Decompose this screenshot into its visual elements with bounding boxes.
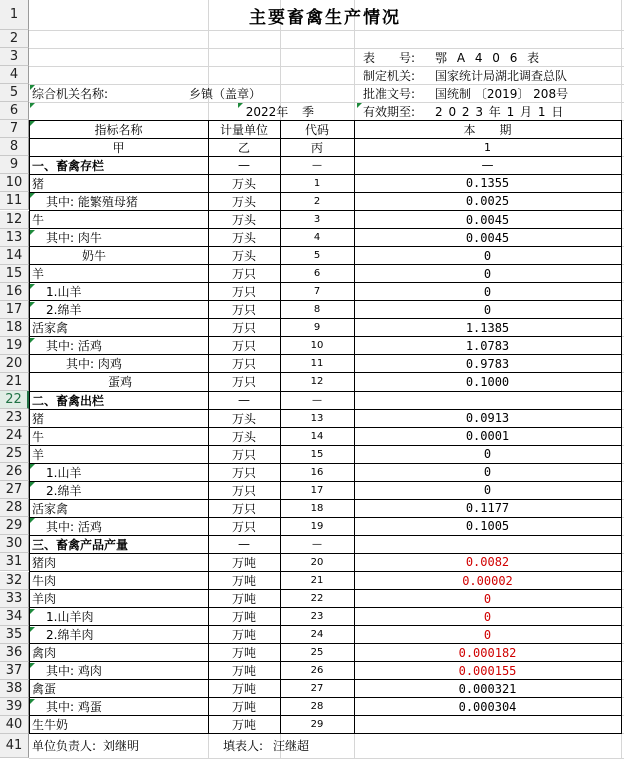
column-sub-code[interactable]: 丙 <box>310 140 323 155</box>
current-value-cell[interactable]: 1.1385 <box>465 320 510 335</box>
row-header-39[interactable]: 39 <box>0 698 29 716</box>
row-header-38[interactable]: 38 <box>0 680 29 698</box>
unit-cell[interactable]: 万吨 <box>231 592 256 607</box>
table-border-horizontal <box>29 264 621 265</box>
code-cell[interactable]: 29 <box>310 719 324 731</box>
current-value-cell[interactable]: 0.0045 <box>465 212 510 227</box>
table-border-horizontal <box>29 228 621 229</box>
current-value-cell[interactable]: 0.1005 <box>465 519 510 534</box>
row-header-5[interactable]: 5 <box>0 84 29 102</box>
code-cell[interactable]: 22 <box>310 593 324 605</box>
error-indicator-icon <box>30 482 35 487</box>
table-border-horizontal <box>29 733 621 734</box>
filler-value[interactable]: 汪继超 <box>273 739 310 754</box>
code-cell[interactable]: — <box>312 538 322 550</box>
indicator-name[interactable]: 1.山羊肉 <box>46 610 94 625</box>
unit-cell[interactable]: 万只 <box>231 321 256 336</box>
period-year[interactable]: 2022年 <box>245 104 289 119</box>
code-cell[interactable]: 15 <box>310 448 324 460</box>
current-value-cell[interactable]: 0.0001 <box>465 429 510 444</box>
current-value-cell[interactable]: 0 <box>483 627 492 642</box>
row-header-27[interactable]: 27 <box>0 481 29 499</box>
current-value-cell[interactable]: 0 <box>483 465 492 480</box>
error-indicator-icon <box>30 193 35 198</box>
indicator-name[interactable]: 其中: 能繁殖母猪 <box>46 194 138 209</box>
code-cell[interactable]: 8 <box>313 304 321 316</box>
unit-cell[interactable]: 万头 <box>231 213 256 228</box>
error-indicator-icon <box>30 464 35 469</box>
code-cell[interactable]: 12 <box>310 376 324 388</box>
indicator-name[interactable]: 活家禽 <box>32 501 69 516</box>
indicator-name[interactable]: 一、畜禽存栏 <box>32 158 105 173</box>
indicator-name[interactable]: 禽肉 <box>32 646 57 661</box>
table-border-horizontal <box>29 318 621 319</box>
code-cell[interactable]: 3 <box>313 214 321 226</box>
table-border-horizontal <box>29 481 621 482</box>
unit-cell[interactable]: 万只 <box>231 285 256 300</box>
column-header-unit[interactable]: 计量单位 <box>219 122 268 137</box>
table-border-horizontal <box>29 246 621 247</box>
row-header-31[interactable]: 31 <box>0 553 29 571</box>
table-border-horizontal <box>29 192 621 193</box>
unit-name-label[interactable]: 综合机关名称: <box>32 86 109 101</box>
row-header-21[interactable]: 21 <box>0 373 29 391</box>
current-value-cell[interactable]: 0.00002 <box>462 573 513 588</box>
table-border-horizontal <box>29 607 621 608</box>
indicator-name[interactable]: 其中: 肉牛 <box>46 231 102 246</box>
indicator-name[interactable]: 蛋鸡 <box>108 375 133 390</box>
row-header-6[interactable]: 6 <box>0 102 29 120</box>
table-border-horizontal <box>29 697 621 698</box>
error-indicator-icon <box>30 121 35 126</box>
row-header-3[interactable]: 3 <box>0 48 29 66</box>
table-border-horizontal <box>29 679 621 680</box>
unit-cell[interactable]: 万吨 <box>231 646 256 661</box>
current-value-cell[interactable] <box>354 716 621 734</box>
indicator-name[interactable]: 奶牛 <box>82 249 107 264</box>
approval-label[interactable]: 批准文号: <box>363 86 416 101</box>
column-sub-unit[interactable]: 乙 <box>237 140 250 155</box>
row-header-18[interactable]: 18 <box>0 319 29 337</box>
table-border-horizontal <box>29 409 621 410</box>
row-header-17[interactable]: 17 <box>0 301 29 319</box>
unit-cell[interactable]: 万头 <box>231 194 256 209</box>
indicator-name[interactable]: 2.绵羊 <box>46 483 82 498</box>
code-cell[interactable]: 20 <box>310 556 324 568</box>
row-header-29[interactable]: 29 <box>0 517 29 535</box>
filler-label[interactable]: 填表人: <box>223 739 264 754</box>
code-cell[interactable]: 27 <box>310 683 324 695</box>
table-border-horizontal <box>29 391 621 392</box>
table-border-horizontal <box>29 499 621 500</box>
code-cell[interactable]: 6 <box>313 268 321 280</box>
current-value-cell[interactable]: 0 <box>483 248 492 263</box>
error-indicator-icon <box>30 230 35 235</box>
indicator-name[interactable]: 其中: 鸡肉 <box>46 664 102 679</box>
unit-cell[interactable]: 万只 <box>231 483 256 498</box>
row-header-36[interactable]: 36 <box>0 644 29 662</box>
current-value-cell[interactable] <box>354 391 621 409</box>
error-indicator-icon <box>30 338 35 343</box>
unit-cell[interactable]: 万头 <box>231 429 256 444</box>
row-header-33[interactable]: 33 <box>0 590 29 608</box>
table-border-horizontal <box>29 427 621 428</box>
column-sub-current[interactable]: 1 <box>484 140 491 154</box>
row-header-9[interactable]: 9 <box>0 156 29 174</box>
code-cell[interactable]: 10 <box>310 340 324 352</box>
column-header-indicator[interactable]: 指标名称 <box>94 122 143 137</box>
unit-cell[interactable]: 万吨 <box>231 628 256 643</box>
sheet-title[interactable]: 主要畜禽生产情况 <box>249 7 401 28</box>
current-value-cell[interactable]: 1.0783 <box>465 338 510 353</box>
current-value-cell[interactable]: 0.0082 <box>465 555 510 570</box>
error-indicator-icon <box>30 284 35 289</box>
indicator-name[interactable]: 活家禽 <box>32 321 69 336</box>
indicator-name[interactable]: 猪 <box>32 411 45 426</box>
error-indicator-icon <box>30 518 35 523</box>
table-border-horizontal <box>29 463 621 464</box>
table-border-horizontal <box>29 174 621 175</box>
row-header-24[interactable]: 24 <box>0 427 29 445</box>
code-cell[interactable]: 25 <box>310 647 324 659</box>
error-indicator-icon <box>30 103 35 108</box>
code-cell[interactable]: 17 <box>310 484 324 496</box>
unit-cell[interactable]: 万只 <box>231 501 256 516</box>
code-cell[interactable]: 9 <box>313 322 321 334</box>
code-cell[interactable]: 18 <box>310 502 324 514</box>
code-cell[interactable]: 19 <box>310 520 324 532</box>
row-header-37[interactable]: 37 <box>0 662 29 680</box>
row-header-25[interactable]: 25 <box>0 445 29 463</box>
valid-label[interactable]: 有效期至: <box>363 104 416 119</box>
unit-cell[interactable]: — <box>238 393 250 408</box>
current-value-cell[interactable]: 0 <box>483 266 492 281</box>
unit-cell[interactable]: 万只 <box>231 447 256 462</box>
code-cell[interactable]: 28 <box>310 701 324 713</box>
row-header-7[interactable]: 7 <box>0 120 29 138</box>
row-header-1[interactable]: 1 <box>0 0 29 30</box>
row-header-2[interactable]: 2 <box>0 30 29 48</box>
indicator-name[interactable]: 猪 <box>32 176 45 191</box>
row-header-22[interactable]: 22 <box>0 391 29 409</box>
row-header-40[interactable]: 40 <box>0 716 29 734</box>
error-indicator-icon <box>357 103 362 108</box>
unit-cell[interactable]: 万吨 <box>231 574 256 589</box>
indicator-name[interactable]: 其中: 肉鸡 <box>66 357 122 372</box>
current-value-cell[interactable]: 0.0913 <box>465 411 510 426</box>
indicator-name[interactable]: 其中: 鸡蛋 <box>46 700 102 715</box>
table-border-horizontal <box>29 282 621 283</box>
unit-cell[interactable]: 万只 <box>231 357 256 372</box>
column-header-code[interactable]: 代码 <box>304 122 329 137</box>
valid-value[interactable]: 2 0 2 3 年 1 月 1 日 <box>435 104 565 119</box>
indicator-name[interactable]: 其中: 活鸡 <box>46 519 102 534</box>
current-value-cell[interactable]: — <box>481 158 494 173</box>
indicator-name[interactable]: 1.山羊 <box>46 465 82 480</box>
code-cell[interactable]: 5 <box>313 250 321 262</box>
table-border-horizontal <box>29 661 621 662</box>
row-header-13[interactable]: 13 <box>0 229 29 247</box>
code-cell[interactable]: 16 <box>310 466 324 478</box>
current-value-cell[interactable]: 0.9783 <box>465 356 510 371</box>
current-value-cell[interactable]: 0 <box>483 483 492 498</box>
row-header-35[interactable]: 35 <box>0 626 29 644</box>
current-value-cell[interactable]: 0.1000 <box>465 374 510 389</box>
unit-cell[interactable]: 万吨 <box>231 700 256 715</box>
org-label[interactable]: 制定机关: <box>363 68 416 83</box>
current-value-cell[interactable]: 0.1177 <box>465 501 510 516</box>
table-border-horizontal <box>29 156 621 157</box>
code-cell[interactable]: — <box>312 159 322 171</box>
unit-cell[interactable]: 万头 <box>231 231 256 246</box>
row-header-26[interactable]: 26 <box>0 463 29 481</box>
current-value-cell[interactable]: 0 <box>483 591 492 606</box>
code-cell[interactable]: 4 <box>313 232 321 244</box>
error-indicator-icon <box>30 699 35 704</box>
row-header-30[interactable]: 30 <box>0 535 29 553</box>
unit-cell[interactable]: 万吨 <box>231 718 256 733</box>
period-season[interactable]: 季 <box>301 104 314 119</box>
row-header-28[interactable]: 28 <box>0 499 29 517</box>
table-border-horizontal <box>29 535 621 536</box>
indicator-name[interactable]: 牛肉 <box>32 574 57 589</box>
org-value[interactable]: 国家统计局湖北调查总队 <box>435 68 568 83</box>
indicator-name[interactable]: 猪肉 <box>32 555 57 570</box>
indicator-name[interactable]: 禽蛋 <box>32 682 57 697</box>
table-border-horizontal <box>29 210 621 211</box>
error-indicator-icon <box>238 103 243 108</box>
unit-cell[interactable]: 万只 <box>231 339 256 354</box>
error-indicator-icon <box>30 663 35 668</box>
current-value-cell[interactable]: 0.000155 <box>458 663 517 678</box>
unit-cell[interactable]: 万只 <box>231 267 256 282</box>
code-cell[interactable]: 11 <box>310 358 324 370</box>
table-border-horizontal <box>29 517 621 518</box>
row-header-8[interactable]: 8 <box>0 138 29 156</box>
code-cell[interactable]: 14 <box>310 430 324 442</box>
row-header-11[interactable]: 11 <box>0 192 29 210</box>
code-cell[interactable]: 21 <box>310 575 324 587</box>
row-header-41[interactable]: 41 <box>0 734 29 758</box>
row-header-16[interactable]: 16 <box>0 283 29 301</box>
code-cell[interactable]: 1 <box>313 177 321 189</box>
current-value-cell[interactable]: 0 <box>483 302 492 317</box>
unit-cell[interactable]: 万头 <box>231 249 256 264</box>
indicator-name[interactable]: 羊肉 <box>32 592 57 607</box>
unit-cell[interactable]: 万只 <box>231 519 256 534</box>
error-indicator-icon <box>30 85 35 90</box>
table-border-horizontal <box>29 354 621 355</box>
table-border-horizontal <box>29 120 621 121</box>
approval-value[interactable]: 国统制 〔2019〕 208号 <box>435 86 569 101</box>
indicator-name[interactable]: 二、畜禽出栏 <box>32 393 105 408</box>
current-value-cell[interactable]: 0 <box>483 447 492 462</box>
current-value-cell[interactable]: 0.1355 <box>465 176 510 191</box>
code-cell[interactable]: — <box>312 394 322 406</box>
table-border-horizontal <box>29 445 621 446</box>
leader-value[interactable]: 刘继明 <box>103 739 140 754</box>
indicator-name[interactable]: 2.绵羊 <box>46 303 82 318</box>
unit-cell[interactable]: 万吨 <box>231 555 256 570</box>
table-border-horizontal <box>29 553 621 554</box>
row-header-10[interactable]: 10 <box>0 174 29 192</box>
error-indicator-icon <box>30 627 35 632</box>
form-number-label[interactable]: 表 号: <box>363 50 416 65</box>
row-header-12[interactable]: 12 <box>0 211 29 229</box>
table-border-horizontal <box>29 625 621 626</box>
unit-cell[interactable]: 万吨 <box>231 664 256 679</box>
row-header-34[interactable]: 34 <box>0 608 29 626</box>
row-header-14[interactable]: 14 <box>0 247 29 265</box>
indicator-name[interactable]: 三、畜禽产品产量 <box>32 537 129 552</box>
unit-cell[interactable]: 万头 <box>231 176 256 191</box>
unit-cell[interactable]: 万吨 <box>231 682 256 697</box>
code-cell[interactable]: 2 <box>313 195 321 207</box>
current-value-cell[interactable]: 0.0025 <box>465 194 510 209</box>
unit-name-value[interactable]: 乡镇（盖章） <box>189 86 262 101</box>
unit-cell[interactable]: 万只 <box>231 303 256 318</box>
unit-cell[interactable]: 万只 <box>231 465 256 480</box>
unit-cell[interactable]: — <box>238 158 250 173</box>
column-header-current[interactable]: 本 期 <box>463 122 512 137</box>
table-border-horizontal <box>29 571 621 572</box>
row-header-32[interactable]: 32 <box>0 572 29 590</box>
table-border-horizontal <box>29 300 621 301</box>
row-header-15[interactable]: 15 <box>0 265 29 283</box>
code-cell[interactable]: 13 <box>310 412 324 424</box>
table-border-horizontal <box>29 138 621 139</box>
row-header-19[interactable]: 19 <box>0 337 29 355</box>
row-header-4[interactable]: 4 <box>0 66 29 84</box>
table-border-horizontal <box>29 336 621 337</box>
indicator-name[interactable]: 牛 <box>32 213 45 228</box>
table-border-horizontal <box>29 643 621 644</box>
unit-cell[interactable]: 万吨 <box>231 610 256 625</box>
indicator-name[interactable]: 牛 <box>32 429 45 444</box>
error-indicator-icon <box>30 302 35 307</box>
unit-cell[interactable]: 万只 <box>231 375 256 390</box>
current-value-cell[interactable] <box>354 535 621 553</box>
indicator-name[interactable]: 生牛奶 <box>32 718 69 733</box>
code-cell[interactable]: 26 <box>310 665 324 677</box>
current-value-cell[interactable]: 0 <box>483 609 492 624</box>
row-header-23[interactable]: 23 <box>0 409 29 427</box>
indicator-name[interactable]: 羊 <box>32 447 45 462</box>
indicator-name[interactable]: 1.山羊 <box>46 285 82 300</box>
indicator-name[interactable]: 羊 <box>32 267 45 282</box>
row-header-20[interactable]: 20 <box>0 355 29 373</box>
current-value-cell[interactable]: 0.000321 <box>458 681 517 696</box>
error-indicator-icon <box>30 609 35 614</box>
form-number-value[interactable]: 鄂 A 4 0 6 表 <box>435 50 543 65</box>
current-value-cell[interactable]: 0.000182 <box>458 645 517 660</box>
table-border-horizontal <box>29 715 621 716</box>
code-cell[interactable]: 7 <box>313 286 321 298</box>
current-value-cell[interactable]: 0 <box>483 284 492 299</box>
code-cell[interactable]: 23 <box>310 611 324 623</box>
indicator-name[interactable]: 2.绵羊肉 <box>46 628 94 643</box>
leader-label[interactable]: 单位负责人: <box>32 739 97 754</box>
indicator-name[interactable]: 其中: 活鸡 <box>46 339 102 354</box>
code-cell[interactable]: 24 <box>310 629 324 641</box>
current-value-cell[interactable]: 0.0045 <box>465 230 510 245</box>
unit-cell[interactable]: 万头 <box>231 411 256 426</box>
table-border-horizontal <box>29 589 621 590</box>
current-value-cell[interactable]: 0.000304 <box>458 699 517 714</box>
unit-cell[interactable]: — <box>238 537 250 552</box>
column-sub-indicator[interactable]: 甲 <box>112 140 125 155</box>
table-border-horizontal <box>29 372 621 373</box>
